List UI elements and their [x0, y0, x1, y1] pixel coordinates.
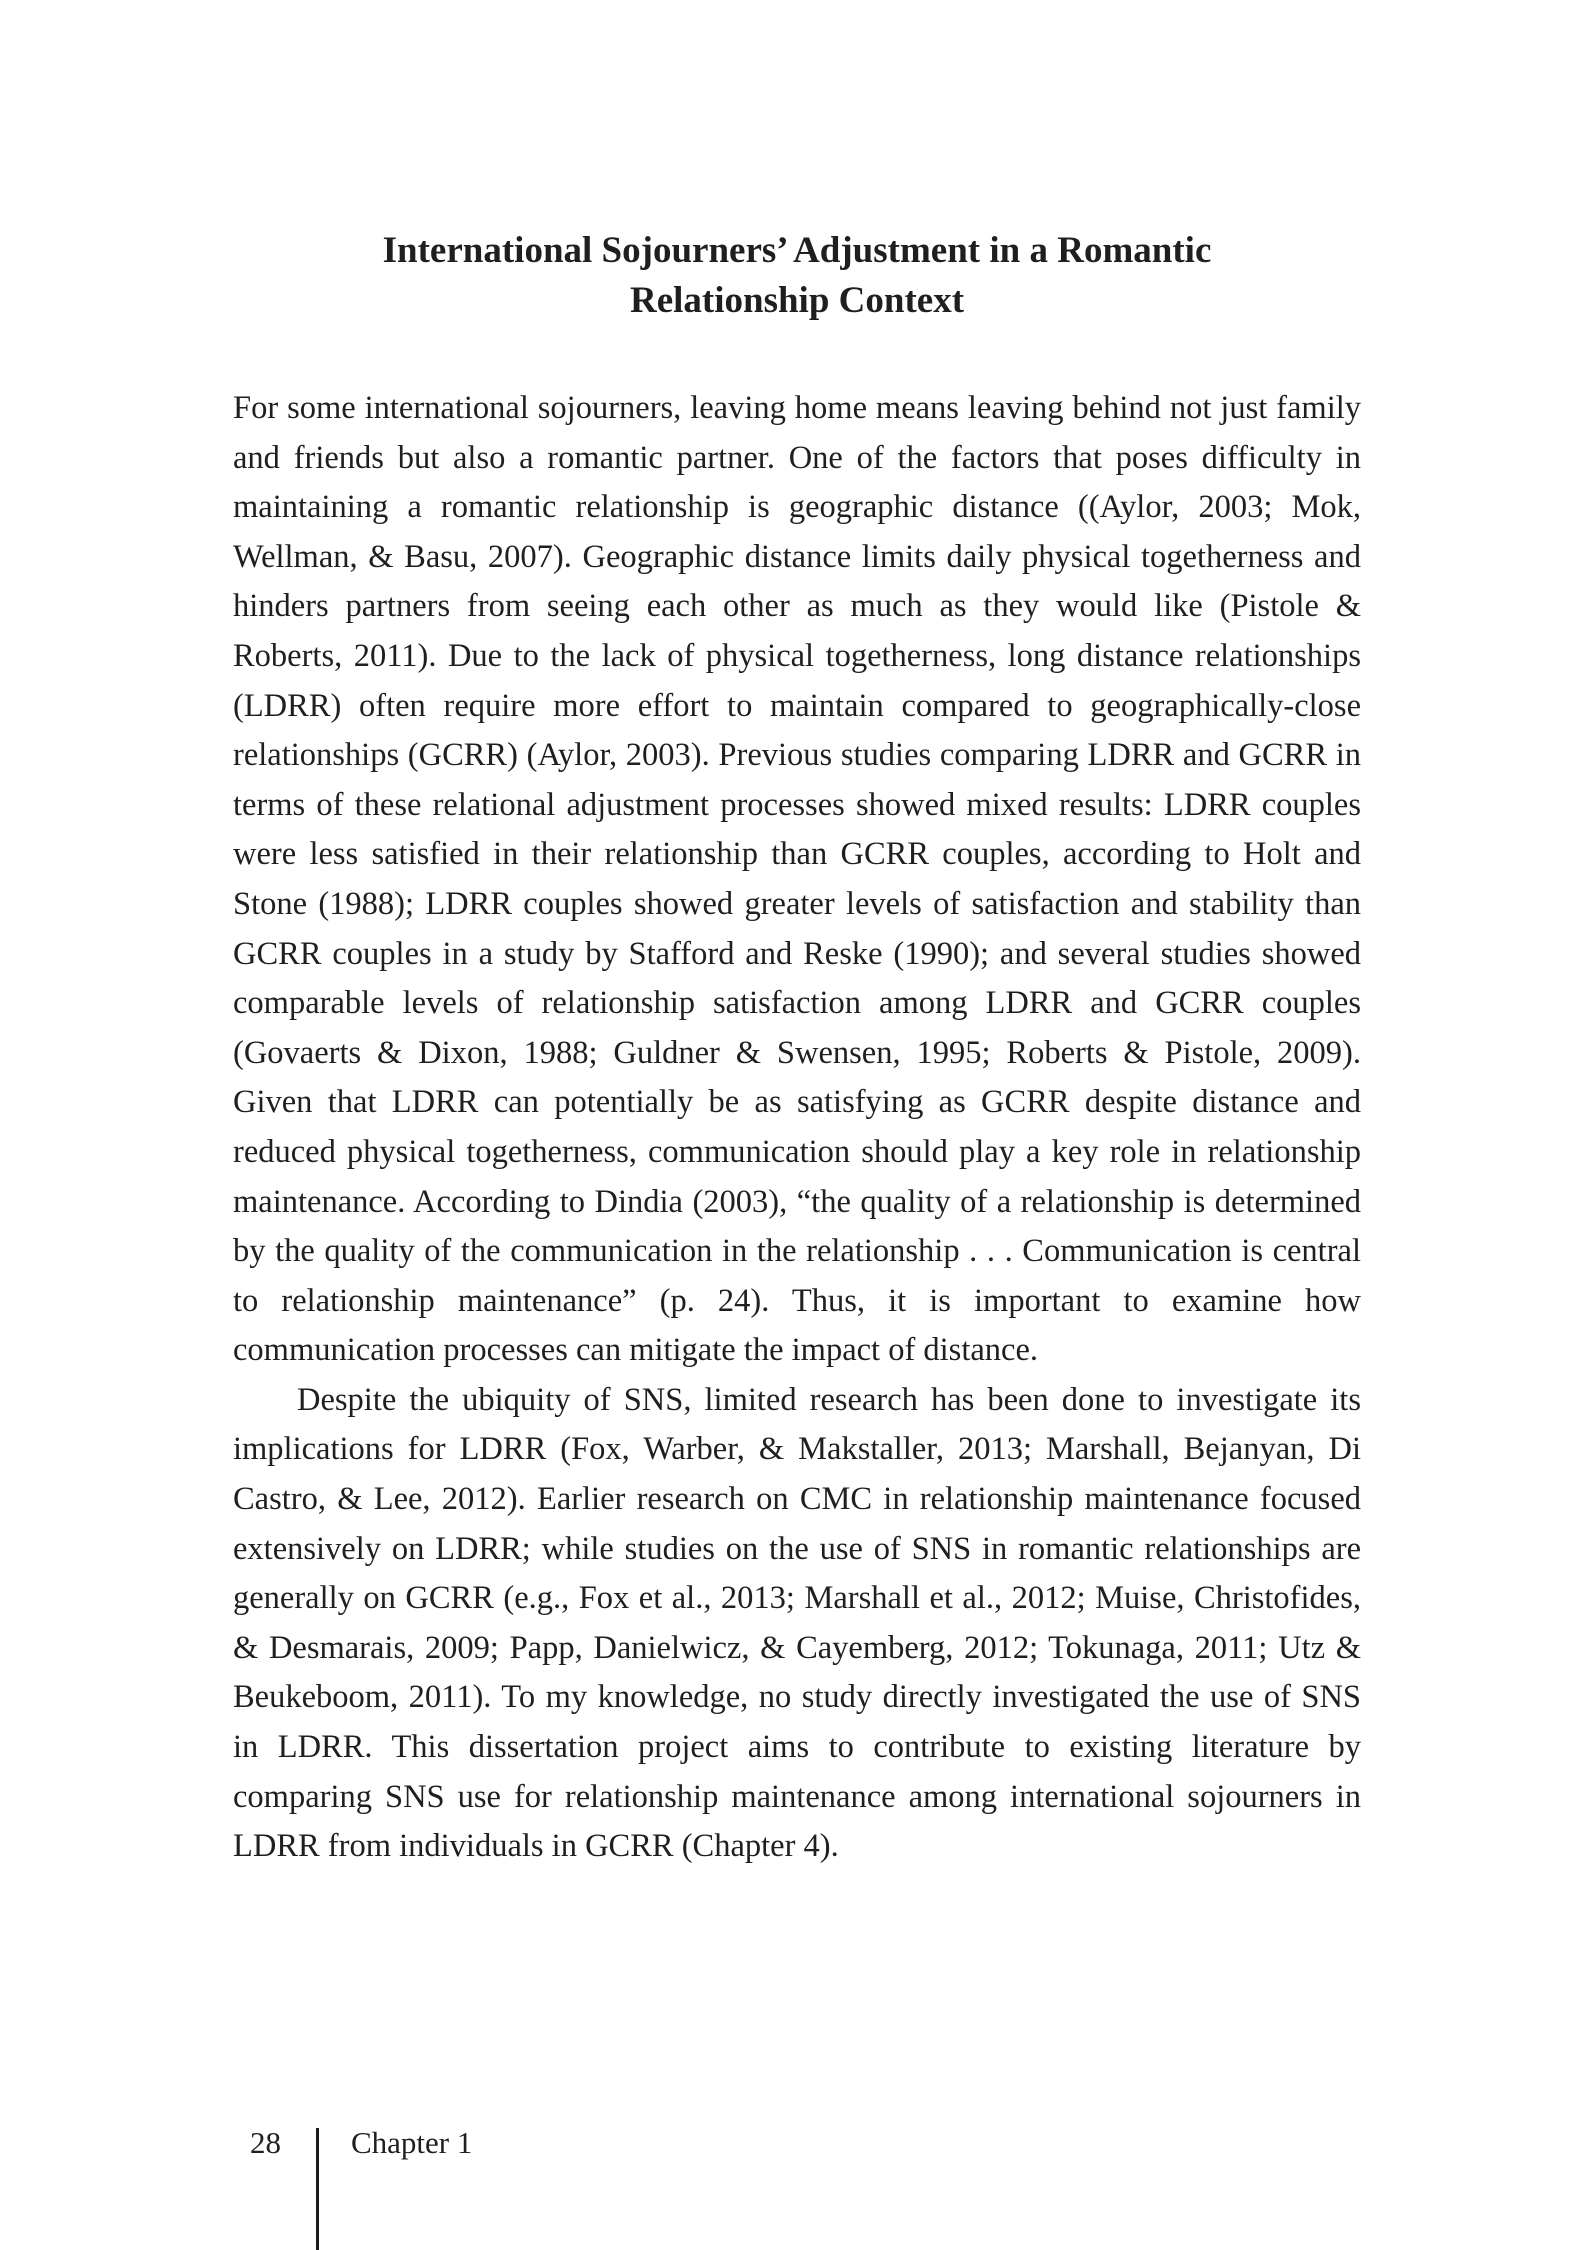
footer-divider: [316, 2128, 319, 2250]
section-heading-line-1: International Sojourners’ Adjustment in a Romantic: [382, 230, 1212, 271]
paragraph-2: Despite the ubiquity of SNS, limited research has been done to investigate its implications for LDRR (Fox, Warber, & Makstaller, 2013; Marshall, Bejanyan, Di Castro, & Lee, 2012). Earlier research on CMC in relationship maintenance focused extensively on LDRR; while studies on the use of SNS in romantic relationships are generally on GCRR (e.g., Fox et al., 2013; Marshall et al., 2012; Muise, Christofides, & Desmarais, 2009; Papp, Danielwicz, & Cayemberg, 2012; Tokunaga, 2011; Utz & Beukeboom, 2011). To my knowledge, no study directly investigated the use of SNS in LDRR. This dissertation project aims to contribute to existing literature by comparing SNS use for relationship maintenance among international sojourners in LDRR from individuals in GCRR (Chapter 4).: [233, 1381, 1361, 1865]
section-heading: [233, 226, 1361, 326]
body-text: [233, 384, 1361, 1872]
paragraph-1: For some international sojourners, leaving home means leaving behind not just family and friends but also a romantic partner. One of the factors that poses difficulty in maintaining a romantic relationship is geographic distance ((Aylor, 2003; Mok, Wellman, & Basu, 2007). Geographic distance limits daily physical togetherness and hinders partners from seeing each other as much as they would like (Pistole & Roberts, 2011). Due to the lack of physical togetherness, long distance relationships (LDRR) often require more effort to maintain compared to geographically-close relationships (GCRR) (Aylor, 2003). Previous studies comparing LDRR and GCRR in terms of these relational adjustment processes showed mixed results: LDRR couples were less satisfied in their relationship than GCRR couples, according to Holt and Stone (1988); LDRR couples showed greater levels of satisfaction and stability than GCRR couples in a study by Stafford and Reske (1990); and several studies showed comparable levels of relationship satisfaction among LDRR and GCRR couples (Govaerts & Dixon, 1988; Guldner & Swensen, 1995; Roberts & Pistole, 2009). Given that LDRR can potentially be as satisfying as GCRR despite distance and reduced physical togetherness, communication should play a key role in relationship maintenance. According to Dindia (2003), “the quality of a relationship is determined by the quality of the communication in the relationship . . . Communication is central to relationship maintenance” (p. 24). Thus, it is important to examine how communication processes can mitigate the impact of distance.: [233, 390, 1361, 1369]
page-number: 28: [250, 2125, 281, 2160]
section-heading-line-2: Relationship Context: [629, 280, 965, 321]
running-footer-chapter: Chapter 1: [351, 2125, 473, 2160]
